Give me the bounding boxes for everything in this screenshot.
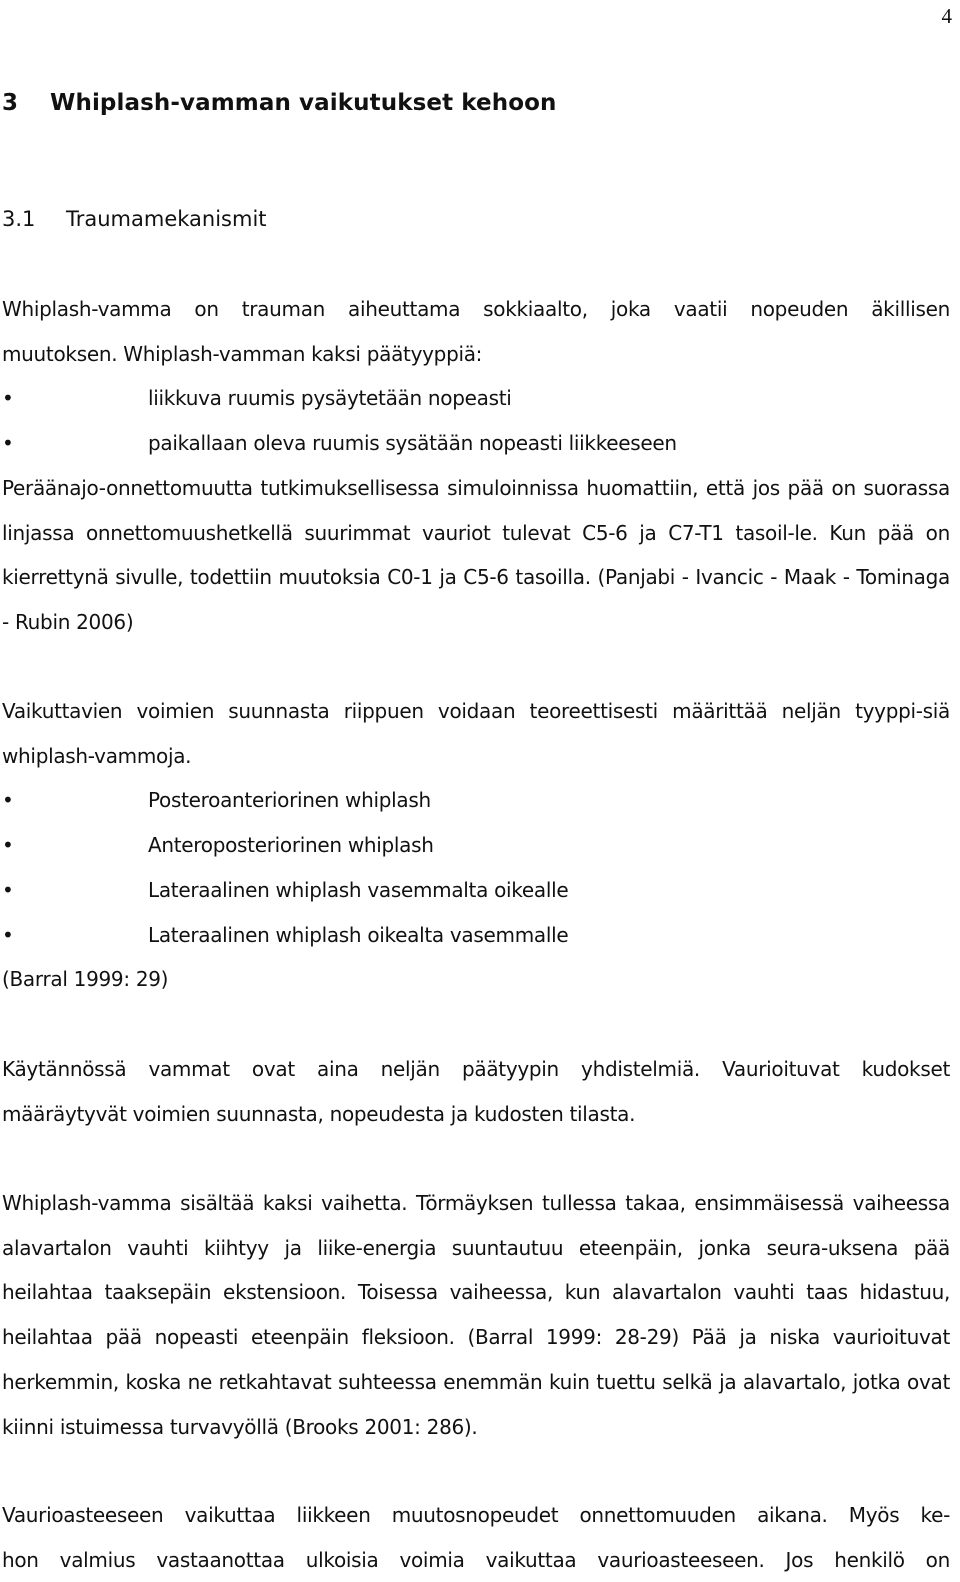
section2-block — [2, 689, 950, 1002]
rear-end-paragraph: Peräänajo-onnettomuutta tutkimuksellisessa simuloinnissa huomattiin, että jos pää on suorassa linjassa onnettomuushetkellä suurimmat vauriot tulevat C5-6 ja C7-T1 tasoil-le. Kun pää on kierrettynä sivulle, todettiin muutoksia C0-1 ja C5-6 tasoilla. (Panjabi - Ivancic - Maak - Tominaga - Rubin 2006) — [2, 475, 950, 634]
section-heading — [2, 207, 267, 231]
chapter-title: Whiplash-vamman vaikutukset kehoon — [50, 90, 557, 116]
section-number: 3.1 — [2, 207, 36, 231]
bullet-icon: • — [2, 877, 14, 902]
citation: (Barral 1999: 29) — [2, 967, 169, 992]
bullet-icon: • — [2, 788, 14, 813]
intro-line-2: muutoksen. Whiplash-vamman kaksi päätyyppiä: — [2, 341, 483, 366]
list-item: • liikkuva ruumis pysäytetään nopeasti — [2, 376, 950, 421]
list-item: • Lateraalinen whiplash oikealta vasemmalle — [2, 913, 950, 958]
intro-line-1: Whiplash-vamma on trauman aiheuttama sokkiaalto, joka vaatii nopeuden äkillisen — [2, 297, 950, 321]
list-item: • Anteroposteriorinen whiplash — [2, 823, 950, 868]
bullet-icon: • — [2, 386, 14, 411]
section5-block — [2, 1493, 950, 1582]
mechanism-list — [2, 376, 950, 465]
chapter-number: 3 — [2, 90, 19, 116]
severity-line-1: Vaurioasteeseen vaikuttaa liikkeen muutosnopeudet onnettomuuden aikana. Myös ke- — [2, 1503, 950, 1527]
list-item: • Posteroanteriorinen whiplash — [2, 778, 950, 823]
types-intro: Vaikuttavien voimien suunnasta riippuen voidaan teoreettisesti määrittää neljän tyyppi-siä whiplash-vammoja. — [2, 699, 950, 768]
severity-line-2: hon valmius vastaanottaa ulkoisia voimia vaikuttaa vaurioasteeseen. Jos henkilö on — [2, 1547, 950, 1572]
whiplash-types-list — [2, 778, 950, 957]
section-title: Traumamekanismit — [66, 207, 267, 231]
bullet-icon: • — [2, 922, 14, 947]
bullet-icon: • — [2, 431, 14, 456]
section1-block — [2, 287, 950, 645]
chapter-heading — [2, 90, 557, 116]
list-item: • paikallaan oleva ruumis sysätään nopeasti liikkeeseen — [2, 421, 950, 466]
section3-block — [2, 1047, 950, 1136]
phases-paragraph: Whiplash-vamma sisältää kaksi vaihetta. Törmäyksen tullessa takaa, ensimmäisessä vaiheessa alavartalon vauhti kiihtyy ja liike-energia suuntautuu eteenpäin, jonka seura-uksena pää heilahtaa taaksepäin ekstensioon. Toisessa vaiheessa, kun alavartalon vauhti taas hidastuu, heilahtaa pää nopeasti eteenpäin fleksioon. (Barral 1999: 28-29) Pää ja niska vaurioituvat herkemmin, koska ne retkahtavat suhteessa enemmän kuin tuettu selkä ja alavartalo, jotka ovat kiinni istuimessa turvavyöllä (Brooks 2001: 286). — [2, 1191, 950, 1439]
page-number: 4 — [941, 4, 952, 28]
list-item: • Lateraalinen whiplash vasemmalta oikealle — [2, 868, 950, 913]
bullet-icon: • — [2, 833, 14, 858]
combination-paragraph: Käytännössä vammat ovat aina neljän päätyypin yhdistelmiä. Vaurioituvat kudokset määräytyvät voimien suunnasta, nopeudesta ja kudosten tilasta. — [2, 1057, 950, 1126]
section4-block — [2, 1181, 950, 1449]
